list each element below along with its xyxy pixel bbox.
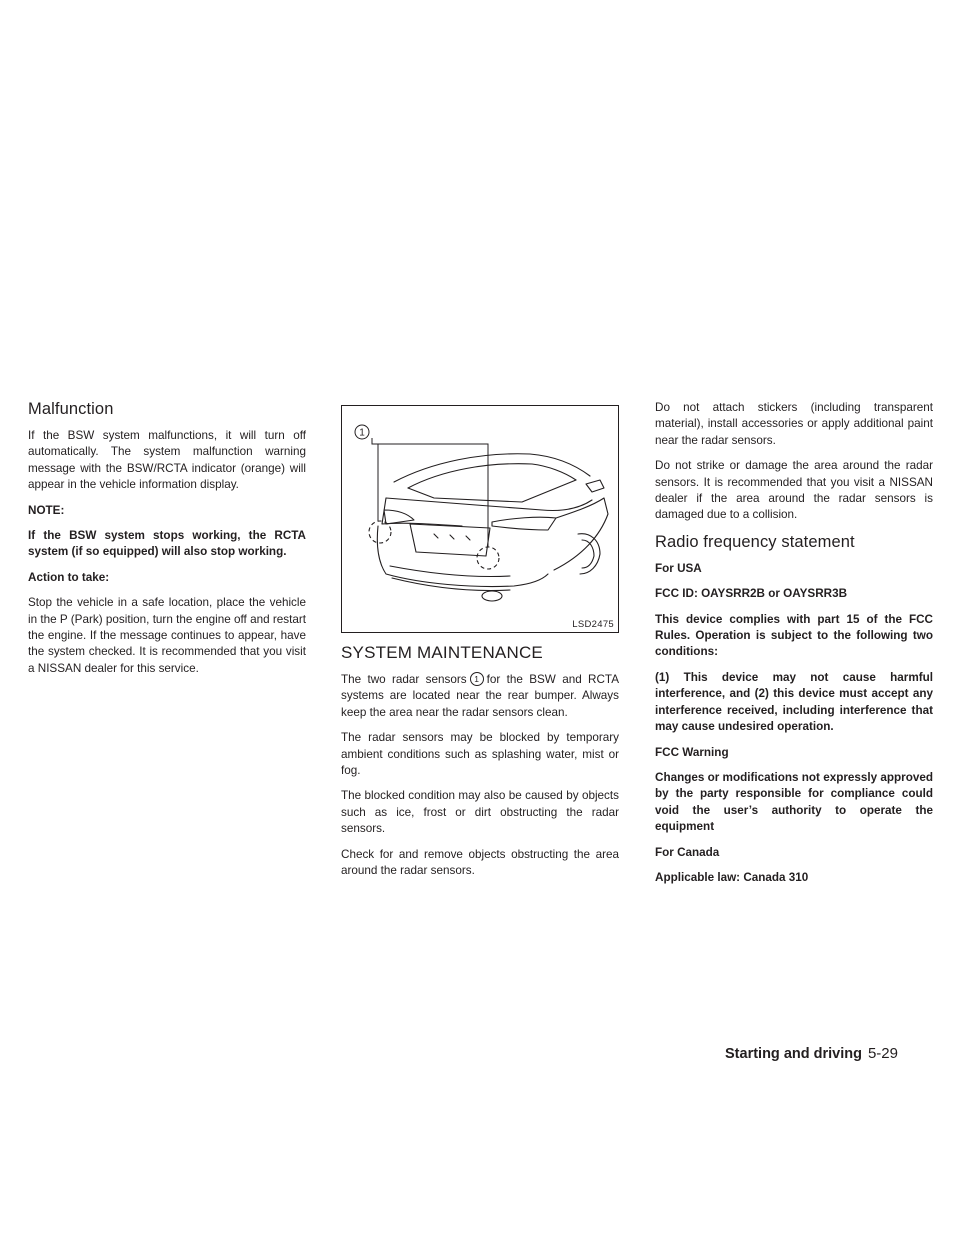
right-sensor-marker: [477, 547, 499, 569]
note-label: NOTE:: [28, 503, 65, 517]
malfunction-heading: Malfunction: [28, 400, 114, 418]
middle-column: [341, 400, 619, 888]
fcc-id: FCC ID: OAYSRR2B or OAYSRR3B: [655, 587, 848, 601]
page-footer: [725, 1045, 898, 1062]
rear-wheel: [578, 534, 600, 574]
radar-sensor-figure: [341, 405, 619, 633]
complies-paragraph: This device complies with part 15 of the FCC Rules. Operation is subject to the following two conditions:: [655, 612, 933, 659]
sensors-paragraph: [341, 672, 619, 721]
callout-number: 1: [359, 427, 365, 439]
for-usa: For USA: [655, 561, 702, 575]
left-column: [28, 400, 306, 686]
sensors-text-a: The two radar sensors: [341, 673, 467, 686]
right-column: [655, 400, 933, 895]
check-paragraph: Check for and remove objects obstructing the area around the radar sensors.: [341, 847, 619, 878]
blocked-paragraph: The radar sensors may be blocked by temporary ambient conditions such as splashing water, mist or fog.: [341, 731, 619, 778]
roof-line: [394, 454, 590, 482]
license-plate-recess: [410, 524, 490, 556]
car-rear-illustration: [342, 406, 618, 632]
page-number: 5-29: [867, 1045, 898, 1062]
radio-frequency-heading: Radio frequency statement: [655, 532, 855, 551]
fcc-warning: FCC Warning: [655, 745, 729, 759]
right-tail-light: [492, 517, 556, 530]
stickers-paragraph: Do not attach stickers (including transparent material), install accessories or apply additional paint near the radar sensors.: [655, 401, 933, 447]
applicable-law: Applicable law: Canada 310: [655, 870, 809, 884]
action-label: Action to take:: [28, 570, 110, 584]
sensors-text-b: for the BSW and RCTA systems are located near the rear bumper. Always keep the area near the radar sensors clean.: [341, 673, 619, 719]
figure-code: LSD2475: [572, 619, 614, 630]
left-tail-light: [384, 510, 414, 524]
exhaust-tip: [482, 591, 502, 601]
conditions-paragraph: (1) This device may not cause harmful interference, and (2) this device must accept any interference received, including interference that may cause undesired operation.: [655, 670, 933, 734]
changes-paragraph: Changes or modifications not expressly approved by the party responsible for compliance could void the user’s authority to operate the equipment: [655, 770, 933, 834]
callout-icon: 1: [470, 672, 484, 686]
action-text: Stop the vehicle in a safe location, place the vehicle in the P (Park) position, turn the engine off and restart the engine. If the message continues to appear, have the system checked. It is recommended that you visit a NISSAN dealer for this service.: [28, 596, 306, 675]
system-maintenance-heading: SYSTEM MAINTENANCE: [341, 643, 543, 662]
note-text: If the BSW system stops working, the RCTA system (if so equipped) will also stop working.: [28, 529, 306, 559]
strike-paragraph: Do not strike or damage the area around the radar sensors. It is recommended that you visit a NISSAN dealer if the area around the radar sensors is damaged due to a collision.: [655, 459, 933, 522]
for-canada: For Canada: [655, 845, 720, 859]
objects-paragraph: The blocked condition may also be caused by objects such as ice, frost or dirt obstructing the radar sensors.: [341, 789, 619, 836]
malfunction-paragraph: If the BSW system malfunctions, it will turn off automatically. The system malfunction warning message with the BSW/RCTA indicator (orange) will appear in the vehicle information display.: [28, 429, 306, 492]
section-title: Starting and driving: [725, 1046, 862, 1062]
